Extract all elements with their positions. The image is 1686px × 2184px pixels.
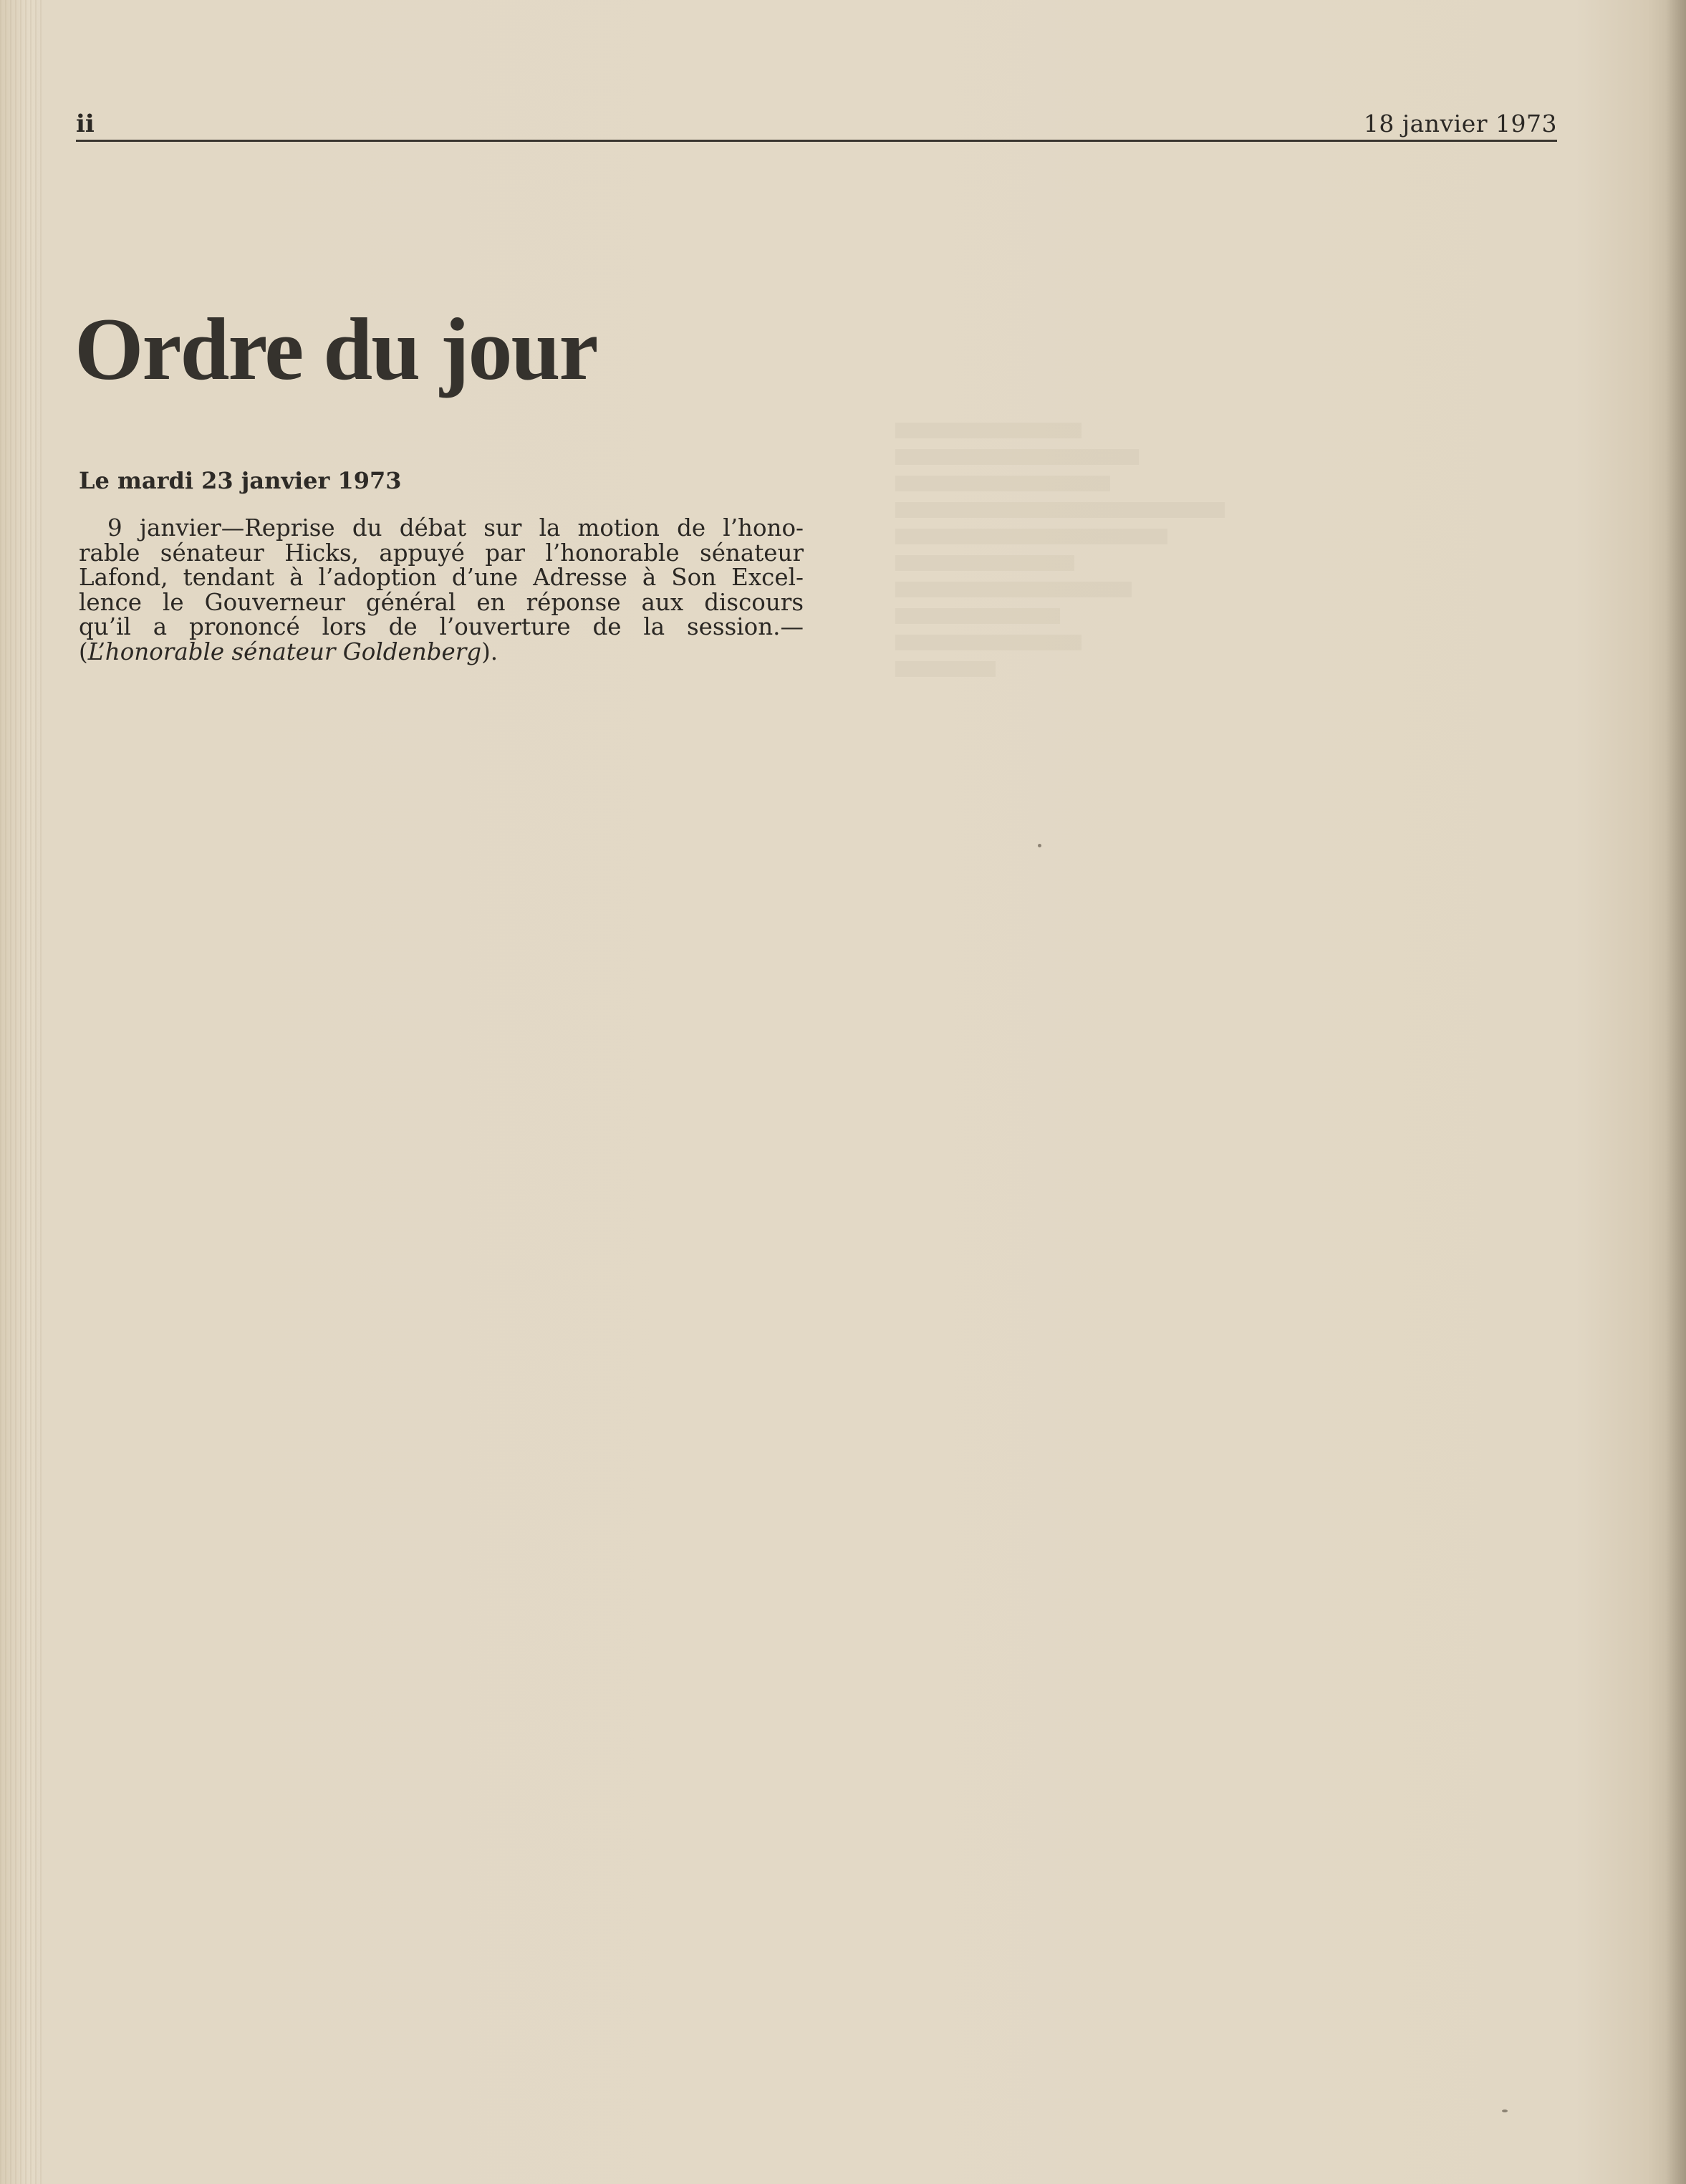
entry-line: Lafond, tendant à l’adoption d’une Adresse à Son Excel- [79,564,804,591]
paper-speck [1038,844,1041,847]
bleed-through-text [895,423,1569,688]
order-entry [79,516,804,664]
entry-attribution-line [79,640,804,665]
entry-line: lence le Gouverneur général en réponse aux discours [79,588,804,616]
attribution-name: L’honorable sénateur Goldenberg [87,638,482,665]
sitting-date: Le mardi 23 janvier 1973 [79,467,402,494]
header-date: 18 janvier 1973 [1363,110,1557,138]
page-title: Ordre du jour [74,300,597,398]
header-rule [76,140,1557,142]
page-number: ii [76,110,95,138]
paper-edge-left [0,0,42,2184]
running-header [76,107,1557,140]
paper-speck [1502,2110,1508,2112]
entry-line: rable sénateur Hicks, appuyé par l’honorable sénateur [79,539,804,567]
paper-edge-right [1666,0,1686,2184]
entry-line: 9 janvier—Reprise du débat sur la motion de l’hono- [107,514,804,542]
attribution-close: ). [481,638,498,665]
entry-line: qu’il a prononcé lors de l’ouverture de la session.— [79,613,804,640]
attribution-open: ( [79,638,88,665]
